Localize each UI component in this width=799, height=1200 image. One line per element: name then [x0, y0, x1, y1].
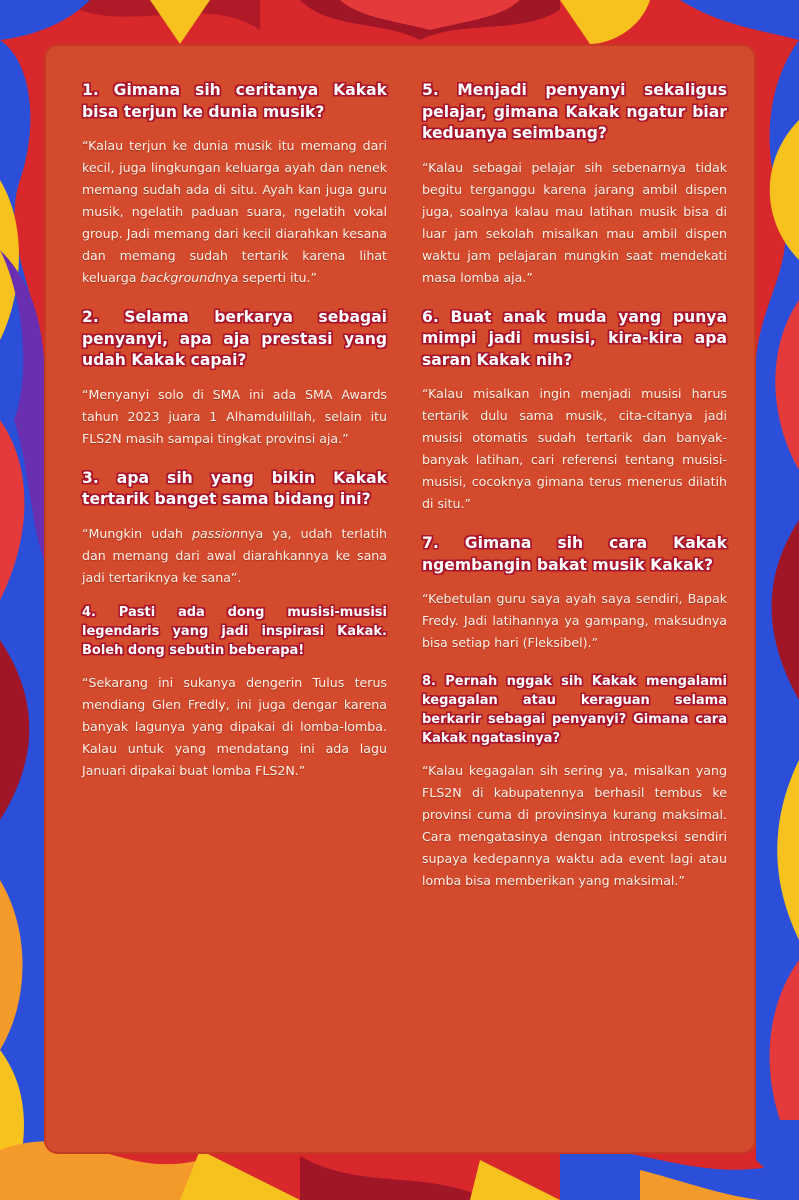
question-2: 2. Selama berkarya sebagai penyanyi, apa aja prestasi yang udah Kakak capai?	[82, 308, 387, 369]
right-column	[422, 80, 727, 892]
qa-item-8	[422, 672, 727, 892]
question-3: 3. apa sih yang bikin Kakak tertarik banget sama bidang ini?	[82, 468, 387, 508]
answer-1: “Kalau terjun ke dunia musik itu memang dari kecil, juga lingkungan keluarga ayah dan nenek memang sudah ada di situ. Ayah kan juga guru musik, ngelatih paduan suara, ngelatih vokal group. Jadi memang dari kecil diarahkan kesana dan memang sudah tertarik karena lihat keluarga backgroundnya seperti itu.”	[82, 138, 387, 285]
qa-item-5	[422, 80, 727, 289]
qa-item-7	[422, 533, 727, 654]
answer-2: “Menyanyi solo di SMA ini ada SMA Awards tahun 2023 juara 1 Alhamdulillah, selain itu FLS2N masih sampai tingkat provinsi aja.”	[82, 386, 387, 446]
question-1: 1. Gimana sih ceritanya Kakak bisa terjun ke dunia musik?	[82, 81, 387, 121]
qa-item-1	[82, 80, 387, 289]
question-8: 8. Pernah nggak sih Kakak mengalami kegagalan atau keraguan selama berkarir sebagai penyanyi? Gimana cara Kakak ngatasinya?	[422, 674, 727, 746]
answer-7: “Kebetulan guru saya ayah saya sendiri, Bapak Fredy. Jadi latihannya ya gampang, maksudnya bisa setiap hari (Fleksibel).”	[422, 591, 727, 650]
question-5: 5. Menjadi penyanyi sekaligus pelajar, gimana Kakak ngatur biar keduanya seimbang?	[422, 81, 727, 142]
question-4: 4. Pasti ada dong musisi-musisi legendaris yang jadi inspirasi Kakak. Boleh dong sebutin beberapa!	[82, 604, 387, 658]
answer-4: “Sekarang ini sukanya dengerin Tulus terus mendiang Glen Fredly, ini juga dengar karena banyak lagunya yang dipakai di lomba-lomba. Kalau untuk yang mendatang ini ada lagu Januari dipakai buat lomba FLS2N.”	[82, 674, 387, 778]
qa-item-3	[82, 468, 387, 589]
qa-panel	[44, 44, 756, 1154]
question-6: 6. Buat anak muda yang punya mimpi jadi musisi, kira-kira apa saran Kakak nih?	[422, 307, 727, 369]
question-7: 7. Gimana sih cara Kakak ngembangin bakat musik Kakak?	[422, 534, 727, 574]
qa-item-4	[82, 603, 387, 782]
answer-5: “Kalau sebagai pelajar sih sebenarnya tidak begitu terganggu karena jarang ambil dispen juga, soalnya kalau mau latihan musik bisa di luar jam sekolah misalkan mau ambil dispen waktu jam pelajaran mungkin saat mendekati masa lomba aja.”	[422, 159, 727, 285]
qa-item-2	[82, 307, 387, 450]
qa-item-6	[422, 307, 727, 516]
left-column	[82, 80, 387, 782]
answer-6: “Kalau misalkan ingin menjadi musisi harus tertarik dulu sama musik, cita-citanya jadi musisi otomatis sudah tertarik dan banyak-banyak latihan, cari referensi tentang musisi-musisi, cocoknya gimana terus menerus dilatih di situ.”	[422, 386, 727, 511]
answer-3: “Mungkin udah passionnya ya, udah terlatih dan memang dari awal diarahkannya ke sana jadi tertariknya ke sana”.	[82, 525, 387, 585]
answer-8: “Kalau kegagalan sih sering ya, misalkan yang FLS2N di kabupatennya berhasil tembus ke provinsi cuma di provinsinya kurang maksimal. Cara mengatasinya dengan introspeksi sendiri supaya kedepannya waktu ada event lagi atau lomba bisa memberikan yang maksimal.”	[422, 763, 727, 888]
